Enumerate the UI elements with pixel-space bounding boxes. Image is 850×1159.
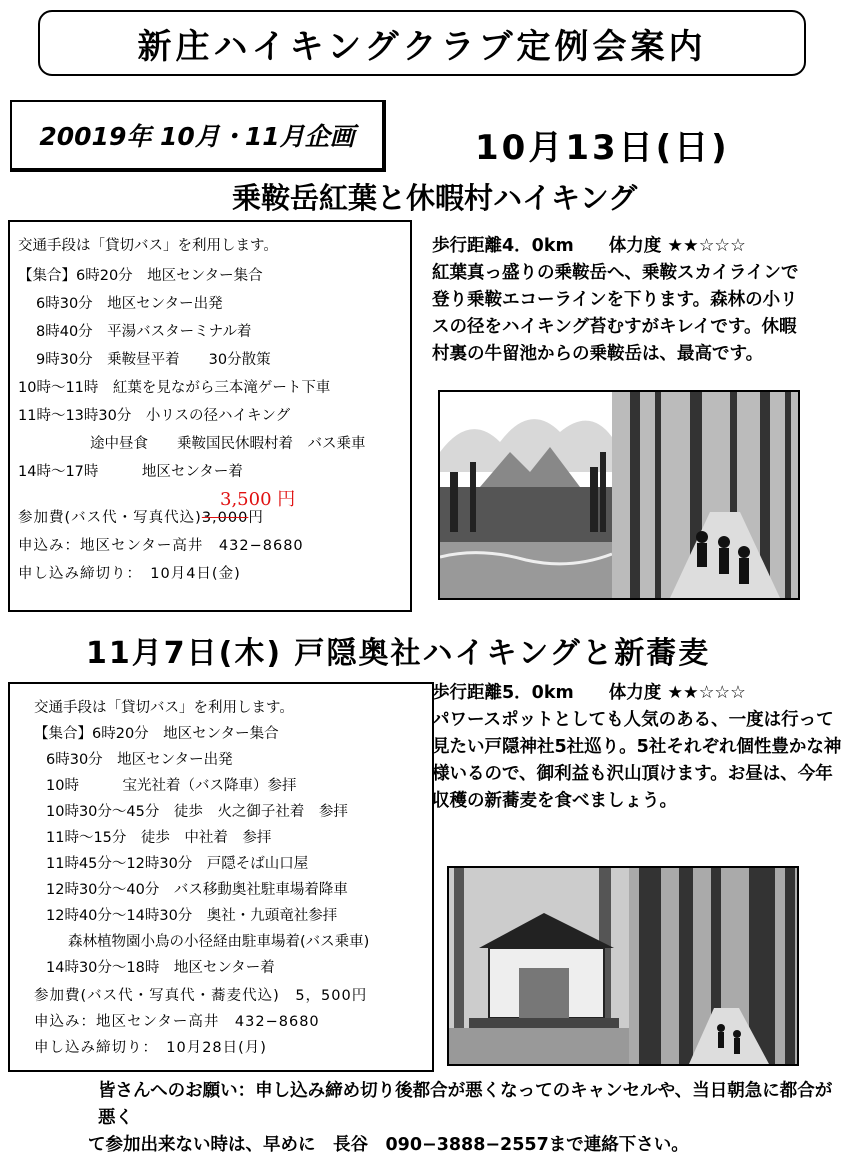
autumn-forest-illustration [440,392,798,598]
event1-schedule-line: 14時〜17時 地区センター着 [18,464,243,480]
event1-schedule-line: 交通手段は「貸切バス」を利用します。 [18,238,278,254]
event1-photo [438,390,800,600]
event2-fee: 参加費(バス代・写真代・蕎麦代込) 5，500円 [34,988,368,1004]
event1-schedule-line: 9時30分 乗鞍昼平着 30分散策 [36,352,271,368]
page-title [38,10,806,76]
event2-description-block [432,680,844,815]
event1-schedule-line: 6時30分 地区センター出発 [36,296,223,312]
event1-distance: 歩行距離4．0km 体力度 ★★☆☆☆ [432,236,746,256]
event2-date-title: 11月7日(木) 戸隠奥社ハイキングと新蕎麦 [86,636,711,671]
event2-schedule-line: 12時40分〜14時30分 奥社・九頭竜社参拝 [46,908,338,924]
event1-schedule-line: 8時40分 平湯バスターミナル着 [36,324,252,340]
event2-schedule-line: 【集合】6時20分 地区センター集合 [34,726,279,742]
event1-description: 紅葉真っ盛りの乗鞍岳へ、乗鞍スカイラインで登り乗鞍エコーラインを下ります。森林の小リスの径をハイキング苔むすがキレイです。休暇村裏の牛留池からの乗鞍岳は、最高です。 [432,263,799,364]
event2-apply: 申込み：地区センター高井 432−8680 [34,1014,320,1030]
event2-schedule-line: 11時45分〜12時30分 戸隠そば山口屋 [46,856,309,872]
event2-schedule-line: 12時30分〜40分 バス移動奥社駐車場着降車 [46,882,348,898]
event2-schedule-line: 森林植物園小鳥の小径経由駐車場着(バス乗車) [68,934,370,950]
event2-schedule-line: 14時30分〜18時 地区センター着 [46,960,275,976]
event2-deadline: 申し込み締切り： 10月28日(月) [34,1040,267,1056]
event1-title: 乗鞍岳紅葉と休暇村ハイキング [232,181,638,215]
event1-apply: 申込み：地区センター高井 432−8680 [18,538,304,554]
event2-schedule-line: 11時〜15分 徒歩 中社着 参拝 [46,830,272,846]
page-title-text: 新庄ハイキングクラブ定例会案内 [137,26,707,67]
footer-line-1: 皆さんへのお願い：申し込み締め切り後都合が悪くなってのキャンセルや、当日朝急に都合が悪く [98,1081,833,1128]
footer-notice [88,1078,848,1159]
event2-schedule-box [8,682,434,1072]
event1-schedule-line: 11時〜13時30分 小リスの径ハイキング [18,408,291,424]
event1-fee-old: 3,000 [201,510,249,526]
event1-fee-new: 3,500 円 [220,489,296,510]
footer-line-2: て参加出来ない時は、早めに 長谷 090−3888−2557まで連絡下さい。 [88,1135,689,1155]
event1-deadline: 申し込み締切り： 10月4日(金) [18,566,241,582]
shrine-cedar-illustration [449,868,797,1064]
event2-schedule-line: 交通手段は「貸切バス」を利用します。 [34,700,294,716]
event1-description-block [432,233,802,368]
event2-schedule-line: 10時30分〜45分 徒歩 火之御子社着 参拝 [46,804,348,820]
event2-distance: 歩行距離5．0km 体力度 ★★☆☆☆ [432,683,746,703]
event2-schedule-line: 6時30分 地区センター出発 [46,752,233,768]
event1-schedule-line: 【集合】6時20分 地区センター集合 [18,268,263,284]
event1-fee-unit: 円 [248,510,264,526]
plan-label: 20019年 10月・11月企画 [39,122,355,151]
event2-photo [447,866,799,1066]
event1-schedule-line: 10時〜11時 紅葉を見ながら三本滝ゲート下車 [18,380,331,396]
plan-label-box [10,100,386,172]
event2-description: パワースポットとしても人気のある、一度は行って見たい戸隠神社5社巡り。5社それぞれ個性豊かな神様いるので、御利益も沢山頂けます。お昼は、今年収穫の新蕎麦を食べましょう。 [432,710,842,811]
event1-schedule-box [8,220,412,612]
event1-schedule-line: 途中昼食 乗鞍国民休暇村着 バス乗車 [90,436,366,452]
event2-schedule-line: 10時 宝光社着（バス降車）参拝 [46,778,297,794]
event1-fee-label: 参加費(バス代・写真代込) [18,510,202,526]
event1-date: 10月13日(日) [475,128,730,168]
